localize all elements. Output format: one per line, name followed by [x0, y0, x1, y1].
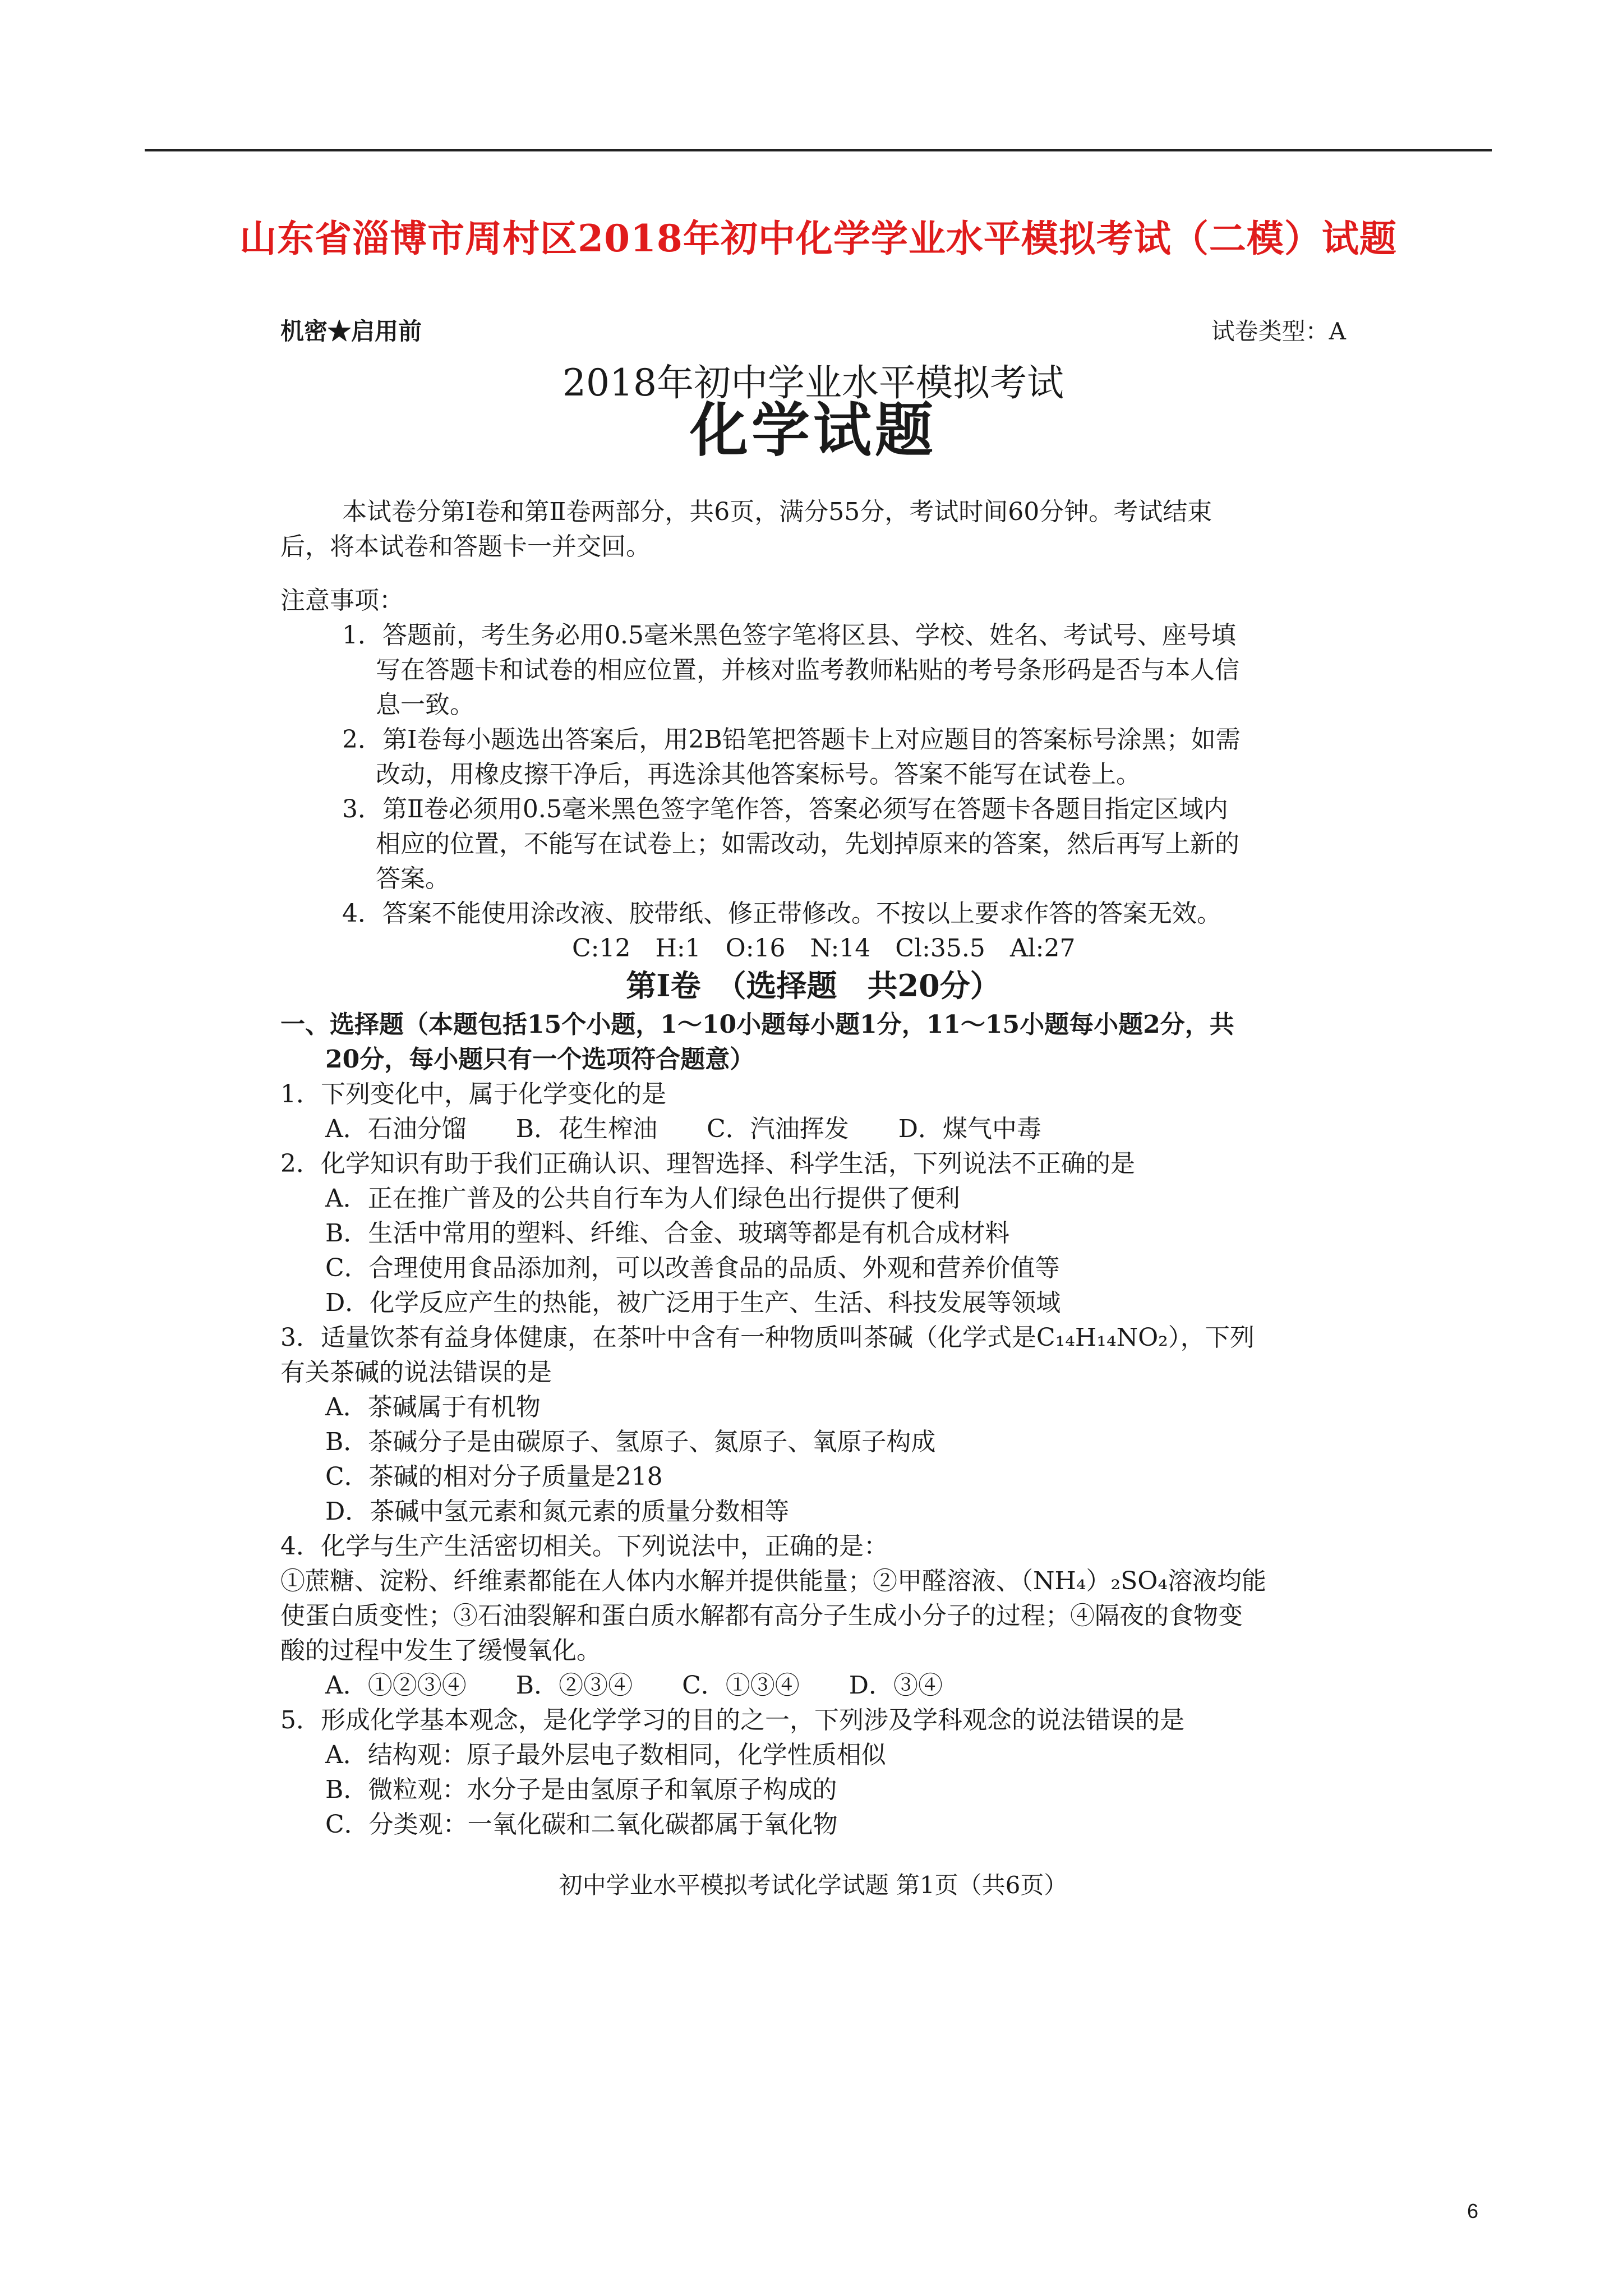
- document-title: 山东省淄博市周村区2018年初中化学学业水平模拟考试（二模）试题: [239, 217, 1397, 260]
- q3-option-d: D．茶碱中氢元素和氮元素的质量分数相等: [325, 1497, 790, 1526]
- q2-option-b: B．生活中常用的塑料、纤维、合金、玻璃等都是有机合成材料: [325, 1219, 1010, 1248]
- note-3-line-1: 3．第Ⅱ卷必须用0.5毫米黑色签字笔作答，答案必须写在答题卡各题目指定区域内: [342, 795, 1228, 823]
- q2-option-c: C．合理使用食品添加剂，可以改善食品的品质、外观和营养价值等: [325, 1254, 1060, 1282]
- notes-heading: 注意事项：: [280, 586, 404, 615]
- section-heading-line-1: 一、选择题（本题包括15个小题，1～10小题每小题1分，11～15小题每小题2分，共: [280, 1010, 1234, 1039]
- q5-stem: 5．形成化学基本观念，是化学学习的目的之一，下列涉及学科观念的说法错误的是: [280, 1706, 1184, 1734]
- page-number: 6: [1467, 2200, 1478, 2223]
- q4-statement-line-3: 酸的过程中发生了缓慢氧化。: [280, 1636, 601, 1665]
- q1-stem: 1．下列变化中，属于化学变化的是: [280, 1080, 666, 1108]
- note-3-line-2: 相应的位置，不能写在试卷上；如需改动，先划掉原来的答案，然后再写上新的: [376, 830, 1239, 858]
- subject-title: 化学试题: [689, 395, 937, 464]
- page-footer: 初中学业水平模拟考试化学试题 第1页（共6页）: [559, 1871, 1068, 1899]
- q2-option-d: D．化学反应产生的热能，被广泛用于生产、生活、科技发展等领域: [325, 1289, 1061, 1317]
- q4-stem: 4．化学与生产生活密切相关。下列说法中，正确的是：: [280, 1532, 888, 1561]
- q5-option-c: C．分类观：一氧化碳和二氧化碳都属于氧化物: [325, 1810, 838, 1839]
- intro-line-2: 后，将本试卷和答题卡一并交回。: [280, 532, 651, 561]
- q2-stem: 2．化学知识有助于我们正确认识、理智选择、科学生活，下列说法不正确的是: [280, 1149, 1135, 1178]
- top-rule: [145, 149, 1492, 151]
- note-1-line-2: 写在答题卡和试卷的相应位置，并核对监考教师粘贴的考号条形码是否与本人信: [376, 656, 1239, 684]
- q5-option-a: A．结构观：原子最外层电子数相同，化学性质相似: [325, 1741, 886, 1769]
- q1-options: A．石油分馏 B．花生榨油 C．汽油挥发 D．煤气中毒: [325, 1115, 1042, 1143]
- note-2-line-1: 2．第Ⅰ卷每小题选出答案后，用2B铅笔把答题卡上对应题目的答案标号涂黑；如需: [342, 725, 1241, 754]
- part1-title: 第Ⅰ卷 （选择题 共20分）: [626, 968, 1000, 1004]
- q3-stem-line-2: 有关茶碱的说法错误的是: [280, 1358, 552, 1387]
- note-1-line-3: 息一致。: [376, 691, 474, 719]
- intro-line-1: 本试卷分第Ⅰ卷和第Ⅱ卷两部分，共6页，满分55分，考试时间60分钟。考试结束: [342, 498, 1212, 526]
- q4-statement-line-1: ①蔗糖、淀粉、纤维素都能在人体内水解并提供能量；②甲醛溶液、（NH₄）₂SO₄溶液均能: [280, 1567, 1266, 1595]
- note-3-line-3: 答案。: [376, 864, 450, 893]
- note-1-line-1: 1．答题前，考生务必用0.5毫米黑色签字笔将区县、学校、姓名、考试号、座号填: [342, 621, 1236, 650]
- secret-label: 机密★启用前: [280, 318, 422, 345]
- q3-stem-line-1: 3．适量饮茶有益身体健康，在茶叶中含有一种物质叫茶碱（化学式是C₁₄H₁₄NO₂），下列: [280, 1323, 1255, 1352]
- q3-option-c: C．茶碱的相对分子质量是218: [325, 1462, 663, 1491]
- q4-options: A．①②③④ B．②③④ C．①③④ D．③④: [325, 1671, 943, 1700]
- atomic-masses: C:12 H:1 O:16 N:14 Cl:35.5 Al:27: [572, 934, 1076, 963]
- paper-type-label: 试卷类型：A: [1211, 318, 1346, 345]
- note-2-line-2: 改动，用橡皮擦干净后，再选涂其他答案标号。答案不能写在试卷上。: [376, 760, 1141, 789]
- q3-option-a: A．茶碱属于有机物: [325, 1393, 541, 1421]
- q5-option-b: B．微粒观：水分子是由氢原子和氧原子构成的: [325, 1775, 837, 1804]
- section-heading-line-2: 20分，每小题只有一个选项符合题意）: [325, 1045, 755, 1074]
- exam-title: 2018年初中学业水平模拟考试: [562, 361, 1064, 404]
- q2-option-a: A．正在推广普及的公共自行车为人们绿色出行提供了便利: [325, 1184, 960, 1213]
- q4-statement-line-2: 使蛋白质变性；③石油裂解和蛋白质水解都有高分子生成小分子的过程；④隔夜的食物变: [280, 1602, 1243, 1630]
- note-4: 4．答案不能使用涂改液、胶带纸、修正带修改。不按以上要求作答的答案无效。: [342, 899, 1221, 928]
- q3-option-b: B．茶碱分子是由碳原子、氢原子、氮原子、氧原子构成: [325, 1428, 936, 1456]
